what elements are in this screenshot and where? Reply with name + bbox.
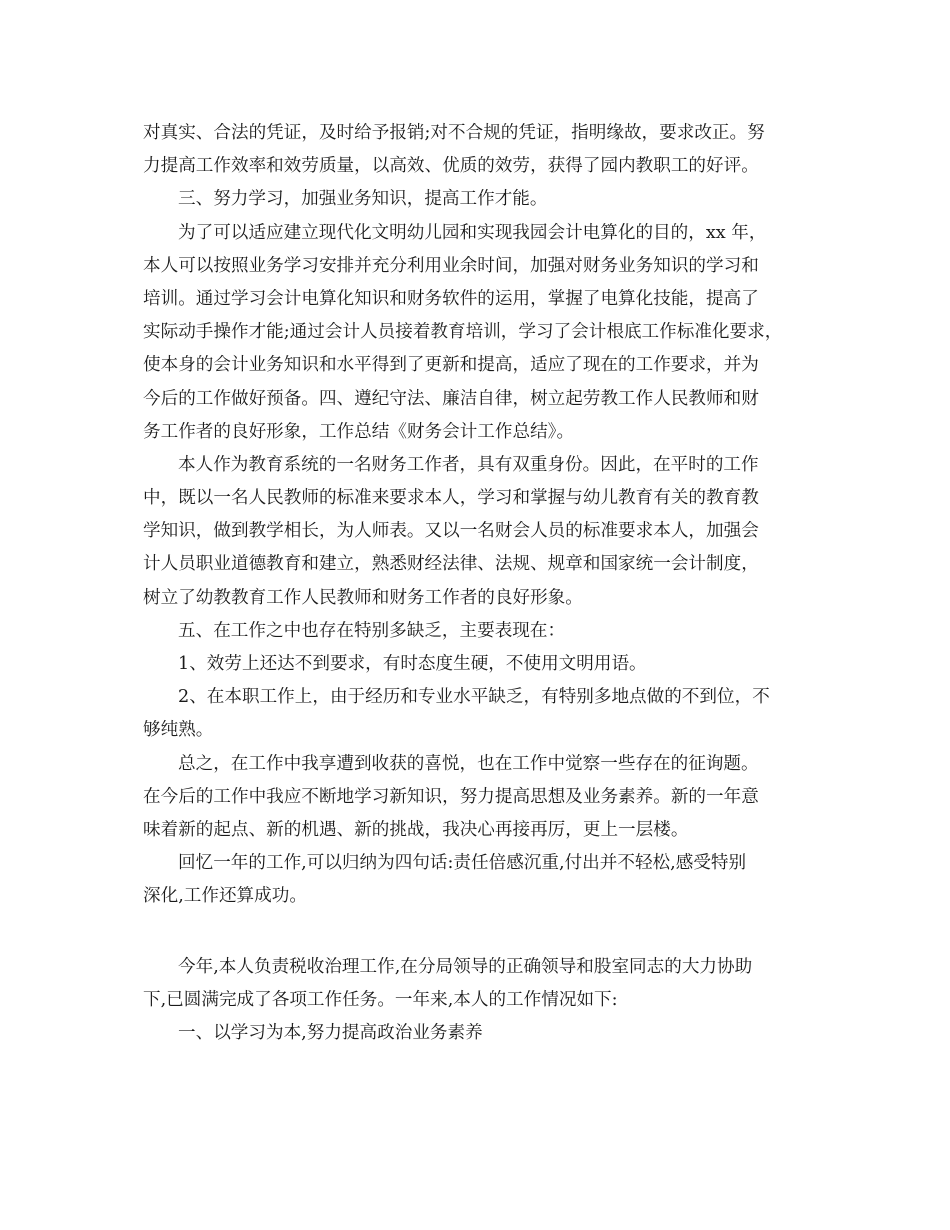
text-line: 对真实、合法的凭证，及时给予报销;对不合规的凭证，指明缘故，要求改正。努 [143, 123, 765, 143]
section-heading: 五、在工作之中也存在特别多缺乏，主要表现在： [178, 620, 566, 641]
text-line: 中，既以一名人民教师的标准来要求本人，学习和掌握与幼儿教育有关的教育教 [143, 488, 759, 509]
paragraph-gap [143, 914, 813, 952]
text-line: 够纯熟。 [143, 720, 214, 741]
text-line: 树立了幼教教育工作人民教师和财务工作者的良好形象。 [143, 587, 583, 608]
text-line: 计人员职业道德教育和建立，熟悉财经法律、法规、规章和国家统一会计制度， [143, 554, 759, 575]
text-line: 味着新的起点、新的机遇、新的挑战，我决心再接再厉，更上一层楼。 [143, 819, 689, 840]
text-line: 使本身的会计业务知识和水平得到了更新和提高，适应了现在的工作要求，并为 [143, 355, 759, 376]
text-line: 实际动手操作才能;通过会计人员接着教育培训，学习了会计根底工作标准化要求， [143, 322, 783, 343]
text-line: 总之，在工作中我享遭到收获的喜悦，也在工作中觉察一些存在的征询题。 [178, 753, 759, 774]
text-line: 本人作为教育系统的一名财务工作者，具有双重身份。因此，在平时的工作 [178, 454, 759, 475]
text-line: 学知识，做到教学相长，为人师表。又以一名财会人员的标准要求本人，加强会 [143, 521, 759, 542]
text-line: 力提高工作效率和效劳质量，以高效、优质的效劳，获得了园内教职工的好评。 [143, 156, 759, 177]
text-line: 今年,本人负责税收治理工作,在分局领导的正确领导和股室同志的大力协助 [178, 957, 753, 978]
text-line: 务工作者的良好形象，工作总结《财务会计工作总结》。 [143, 421, 575, 442]
text-line: 为了可以适应建立现代化文明幼儿园和实现我园会计电算化的目的，xx 年， [178, 222, 767, 243]
text-line: 下,已圆满完成了各项工作任务。一年来,本人的工作情况如下: [143, 990, 618, 1011]
text-line: 深化,工作还算成功。 [143, 886, 307, 907]
list-item: 2、在本职工作上，由于经历和专业水平缺乏，有特别多地点做的不到位，不 [178, 687, 770, 708]
text-line: 今后的工作做好预备。四、遵纪守法、廉洁自律，树立起劳教工作人民教师和财 [143, 388, 759, 409]
text-line: 培训。通过学习会计电算化知识和财务软件的运用，掌握了电算化技能，提高了 [143, 288, 759, 309]
section-heading: 三、努力学习，加强业务知识，提高工作才能。 [178, 189, 548, 210]
text-line: 本人可以按照业务学习安排并充分利用业余时间，加强对财务业务知识的学习和 [143, 255, 759, 276]
text-line: 回忆一年的工作,可以归纳为四句话:责任倍感沉重,付出并不轻松,感受特别 [178, 853, 747, 874]
text-line: 在今后的工作中我应不断地学习新知识，努力提高思想及业务素养。新的一年意 [143, 786, 759, 807]
document-body [143, 117, 813, 1051]
list-item: 1、效劳上还达不到要求，有时态度生硬，不使用文明用语。 [178, 654, 647, 674]
section-heading: 一、以学习为本,努力提高政治业务素养 [178, 1023, 483, 1044]
